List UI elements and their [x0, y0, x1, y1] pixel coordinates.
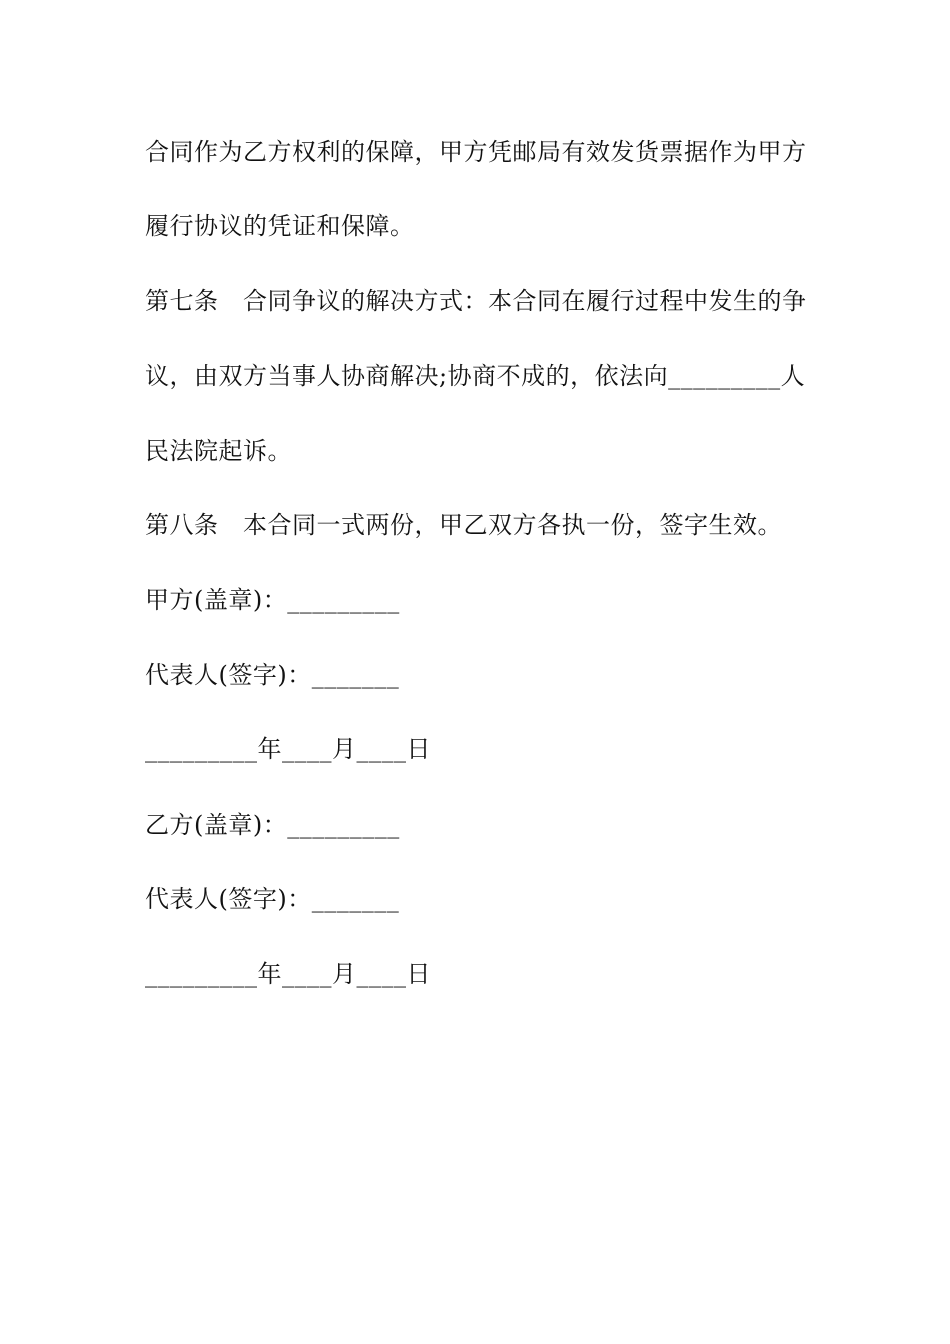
clause-six-continuation-line-2: 履行协议的凭证和保障。	[145, 212, 415, 240]
party-b-representative-field: 代表人(签字)：_______	[145, 885, 400, 913]
clause-seven-line-1: 第七条 合同争议的解决方式：本合同在履行过程中发生的争	[145, 287, 807, 315]
clause-seven-line-3: 民法院起诉。	[145, 437, 292, 465]
clause-six-continuation-line-1: 合同作为乙方权利的保障，甲方凭邮局有效发货票据作为甲方	[145, 138, 807, 166]
clause-eight: 第八条 本合同一式两份，甲乙双方各执一份，签字生效。	[145, 511, 782, 539]
party-a-seal-field: 甲方(盖章)：_________	[145, 586, 400, 614]
party-a-representative-field: 代表人(签字)：_______	[145, 661, 400, 689]
party-b-date-field: _________年____月____日	[145, 960, 431, 988]
party-b-seal-field: 乙方(盖章)：_________	[145, 811, 400, 839]
clause-seven-line-2: 议，由双方当事人协商解决;协商不成的，依法向_________人	[145, 362, 806, 390]
party-a-date-field: _________年____月____日	[145, 735, 431, 763]
